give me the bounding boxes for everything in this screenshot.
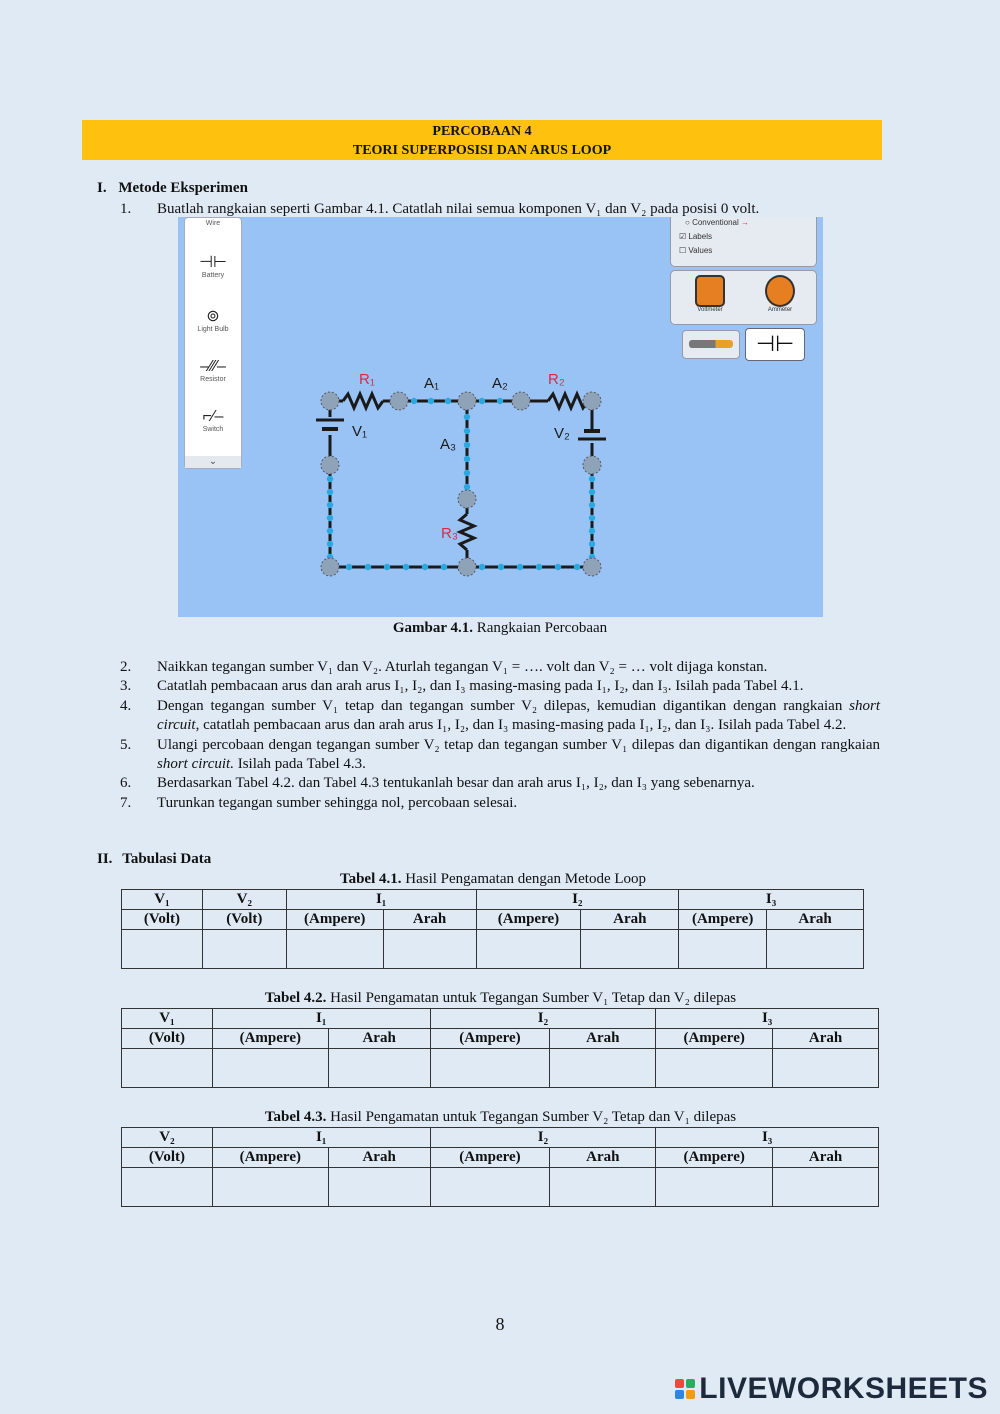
junction-bottom-middle[interactable] <box>458 558 476 576</box>
unit-i3-ampere: (Ampere) <box>656 1029 773 1049</box>
ammeter-tool[interactable]: Ammeter <box>755 275 805 313</box>
unit-i3-arah: Arah <box>773 1029 879 1049</box>
label-a1: A₁ <box>424 375 440 392</box>
wire-node <box>445 398 451 404</box>
unit-i2-ampere: (Ampere) <box>430 1029 550 1049</box>
option-conventional[interactable]: ○ Conventional → <box>685 218 749 227</box>
table-4-2 <box>121 1008 879 1088</box>
wire-node <box>428 398 434 404</box>
junction-bottom-right[interactable] <box>583 558 601 576</box>
junction-top-middle[interactable] <box>458 392 476 410</box>
table-4-3 <box>121 1127 879 1207</box>
wire-node <box>589 528 595 534</box>
input-cell-v[interactable] <box>122 1049 213 1088</box>
switch-icon: ⌐⁄– <box>202 408 224 425</box>
wire-node <box>536 564 542 570</box>
page-number: 8 <box>495 1314 505 1334</box>
label-a2: A₂ <box>492 375 508 392</box>
junction-bottom-left[interactable] <box>321 558 339 576</box>
step-4: 4. Dengan tegangan sumber V₁ tetap dan tegangan sumber V₂ dilepas, kemudian digantikan dengan rangkaian short circuit, catatlah pembacaan arus dan arah arus I₁, I₂, dan I₃ masing-masing pada I₁, I₂, dan I₃. Isilah pada Tabel 4.2. <box>120 697 880 734</box>
wire-node <box>464 484 470 490</box>
arrow-right-icon: → <box>741 218 749 227</box>
experiment-title: PERCOBAAN 4 <box>432 124 532 139</box>
resistor-r3-symbol <box>460 514 474 550</box>
header-v1: V₁ <box>122 890 203 910</box>
input-cell-i2-ampere[interactable] <box>476 930 581 969</box>
voltmeter-tool[interactable]: Voltmeter <box>685 275 735 313</box>
wire-node <box>327 489 333 495</box>
light-bulb-icon: ⊚ <box>206 308 220 325</box>
junction-top-left[interactable] <box>321 392 339 410</box>
wire-node <box>479 564 485 570</box>
wire-node <box>589 541 595 547</box>
wire-node <box>555 564 561 570</box>
wire-node <box>464 442 470 448</box>
header-i3: I₃ <box>656 1128 879 1148</box>
palette-resistor[interactable]: –⁄⁄⁄– Resistor <box>185 358 241 383</box>
wire-node <box>327 502 333 508</box>
wire-node <box>479 398 485 404</box>
header-v2: V₂ <box>202 890 286 910</box>
unit-i2-arah: Arah <box>550 1029 656 1049</box>
input-cell-v[interactable] <box>122 1168 213 1207</box>
input-cell-i2-arah[interactable] <box>550 1168 656 1207</box>
step-7: 7. Turunkan tegangan sumber sehingga nol, percobaan selesai. <box>120 794 518 811</box>
label-r1: R₁ <box>359 371 375 388</box>
palette-switch[interactable]: ⌐⁄– Switch <box>185 408 241 433</box>
resistor-r2-symbol <box>548 394 588 408</box>
steps-list <box>120 658 880 813</box>
liveworksheets-logo[interactable] <box>675 1372 988 1406</box>
wire-node <box>497 398 503 404</box>
junction-r3-top[interactable] <box>458 490 476 508</box>
table2-caption: Tabel 4.2. Hasil Pengamatan untuk Tegangan Sumber V₁ Tetap dan V₂ dilepas <box>264 990 737 1006</box>
wire-node <box>464 470 470 476</box>
header-i2: I₂ <box>430 1128 656 1148</box>
wire-node <box>384 564 390 570</box>
wire-node <box>422 564 428 570</box>
wire-node <box>517 564 523 570</box>
wire-node <box>589 489 595 495</box>
chevron-down-icon[interactable]: ⌄ <box>185 456 241 468</box>
unit-i2-arah: Arah <box>581 910 679 930</box>
unit-i1-arah: Arah <box>328 1148 430 1168</box>
header-i1: I₁ <box>286 890 476 910</box>
wire-node <box>327 528 333 534</box>
wire-node <box>411 398 417 404</box>
header-i3: I₃ <box>656 1009 879 1029</box>
step-2: 2. Naikkan tegangan sumber V₁ dan V₂. Aturlah tegangan V₁ = …. volt dan V₂ = … volt dijaga konstan. <box>120 659 768 675</box>
step-5: 5. Ulangi percobaan dengan tegangan sumber V₂ tetap dan tegangan sumber V₁ dilepas dan digantikan dengan rangkaian short circuit. Isilah pada Tabel 4.3. <box>120 736 880 773</box>
junction-v2-bottom[interactable] <box>583 456 601 474</box>
header-v: V₂ <box>122 1128 213 1148</box>
wire-node <box>589 515 595 521</box>
section1-heading: I. Metode Eksperimen <box>97 180 248 196</box>
figure-caption: Gambar 4.1. Rangkaian Percobaan <box>392 620 608 636</box>
unit-i1-ampere: (Ampere) <box>212 1148 328 1168</box>
title-banner <box>82 120 882 160</box>
table-4-1 <box>121 889 864 969</box>
experiment-subtitle: TEORI SUPERPOSISI DAN ARUS LOOP <box>352 143 612 158</box>
battery-icon: ⊣⊢ <box>199 254 227 271</box>
battery-icon: ⊣⊢ <box>755 332 795 357</box>
label-r3: R₃ <box>441 525 458 542</box>
unit-v2: (Volt) <box>202 910 286 930</box>
input-cell-i2-ampere[interactable] <box>430 1049 550 1088</box>
wire-node <box>464 456 470 462</box>
wire-node <box>464 428 470 434</box>
wire-node <box>327 541 333 547</box>
wire-node <box>574 564 580 570</box>
resistor-icon: –⁄⁄⁄– <box>200 358 226 375</box>
input-cell-i3-arah[interactable] <box>773 1168 879 1207</box>
header-i1: I₁ <box>212 1128 430 1148</box>
unit-i2-ampere: (Ampere) <box>476 910 581 930</box>
palette-battery[interactable]: ⊣⊢ Battery <box>185 254 241 279</box>
unit-i3-arah: Arah <box>773 1148 879 1168</box>
input-cell-i1-arah[interactable] <box>328 1168 430 1207</box>
resistor-r1-symbol <box>343 394 383 408</box>
input-cell-i2-arah[interactable] <box>550 1049 656 1088</box>
label-a3: A₃ <box>440 436 457 453</box>
input-cell-i1-ampere[interactable] <box>212 1049 328 1088</box>
wire-node <box>327 476 333 482</box>
input-cell-i1-arah[interactable] <box>383 930 476 969</box>
unit-i2-arah: Arah <box>550 1148 656 1168</box>
input-cell-i2-arah[interactable] <box>581 930 679 969</box>
option-values[interactable]: ☐ Values <box>679 246 713 255</box>
wire-node <box>589 502 595 508</box>
label-r2: R₂ <box>548 371 565 388</box>
input-cell-i3-arah[interactable] <box>767 930 864 969</box>
input-cell-i3-ampere[interactable] <box>656 1049 773 1088</box>
input-cell-i1-ampere[interactable] <box>212 1168 328 1207</box>
table1-caption: Tabel 4.1. Hasil Pengamatan dengan Metode Loop <box>339 871 647 887</box>
unit-i1-ampere: (Ampere) <box>212 1029 328 1049</box>
unit-i3-arah: Arah <box>767 910 864 930</box>
wire-node <box>441 564 447 570</box>
wire-node <box>365 564 371 570</box>
unit-i3-ampere: (Ampere) <box>679 910 767 930</box>
input-cell-v2[interactable] <box>202 930 286 969</box>
label-v1: V₁ <box>352 423 368 440</box>
input-cell-i1-ampere[interactable] <box>286 930 383 969</box>
junction-r2-left[interactable] <box>512 392 530 410</box>
junction-v1-bottom[interactable] <box>321 456 339 474</box>
wire-node <box>498 564 504 570</box>
unit-v: (Volt) <box>122 1148 213 1168</box>
input-cell-i2-ampere[interactable] <box>430 1168 550 1207</box>
circuit-diagram <box>178 217 823 617</box>
unit-i1-ampere: (Ampere) <box>286 910 383 930</box>
header-i1: I₁ <box>212 1009 430 1029</box>
step-3: 3. Catatlah pembacaan arus dan arah arus I₁, I₂, dan I₃ masing-masing pada I₁, I₂, dan I₃. Isilah pada Tabel 4.1. <box>120 678 804 695</box>
junction-top-right[interactable] <box>583 392 601 410</box>
input-cell-i3-ampere[interactable] <box>656 1168 773 1207</box>
brand-name: LIVEWORKSHEETS <box>699 1372 988 1405</box>
wire-node <box>589 476 595 482</box>
unit-i3-ampere: (Ampere) <box>656 1148 773 1168</box>
unit-v1: (Volt) <box>122 910 203 930</box>
wire-node <box>346 564 352 570</box>
input-cell-v1[interactable] <box>122 930 203 969</box>
input-cell-i1-arah[interactable] <box>328 1049 430 1088</box>
input-cell-i3-ampere[interactable] <box>679 930 767 969</box>
header-v: V₁ <box>122 1009 213 1029</box>
unit-i2-ampere: (Ampere) <box>430 1148 550 1168</box>
section2-heading: II. Tabulasi Data <box>97 851 212 867</box>
header-i3: I₃ <box>679 890 864 910</box>
header-i2: I₂ <box>476 890 679 910</box>
unit-v: (Volt) <box>122 1029 213 1049</box>
circuit-figure <box>178 217 823 617</box>
palette-light-bulb[interactable]: ⊚ Light Bulb <box>185 308 241 333</box>
table3-caption: Tabel 4.3. Hasil Pengamatan untuk Tegangan Sumber V₂ Tetap dan V₁ dilepas <box>264 1109 737 1125</box>
step-6: 6. Berdasarkan Tabel 4.2. dan Tabel 4.3 tentukanlah besar dan arah arus I₁, I₂, dan I₃ yang sebenarnya. <box>120 775 755 792</box>
logo-squares-icon <box>675 1379 695 1399</box>
palette-wire[interactable]: Wire <box>205 220 221 227</box>
input-cell-i3-arah[interactable] <box>773 1049 879 1088</box>
option-labels[interactable]: ☑ Labels <box>679 232 712 241</box>
unit-i1-arah: Arah <box>328 1029 430 1049</box>
header-i2: I₂ <box>430 1009 656 1029</box>
wire-node <box>327 515 333 521</box>
wire-node <box>403 564 409 570</box>
unit-i1-arah: Arah <box>383 910 476 930</box>
junction-r1-right[interactable] <box>390 392 408 410</box>
wire-node <box>464 414 470 420</box>
label-v2: V₂ <box>554 425 570 442</box>
